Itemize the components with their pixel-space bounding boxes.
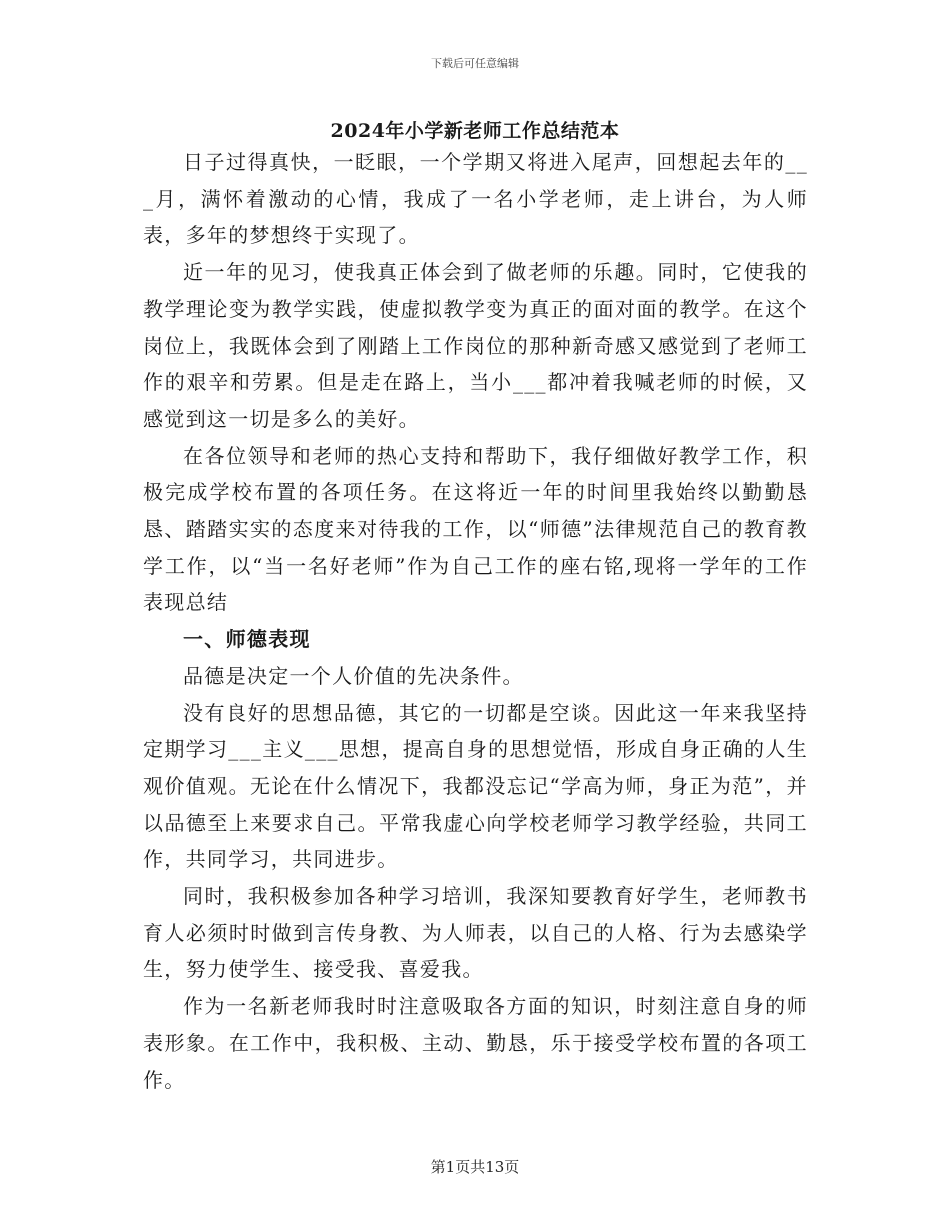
paragraph-internship: 近一年的见习，使我真正体会到了做老师的乐趣。同时，它使我的教学理论变为教学实践，使虚拟教学变为真正的面对面的教学。在这个岗位上，我既体会到了刚踏上工作岗位的那种新奇感又感觉到了老师工作的艰辛和劳累。但是走在路上，当小___都冲着我喊老师的时候，又感觉到这一切是多么的美好。 [143, 260, 808, 431]
paragraph-summary-intro: 在各位领导和老师的热心支持和帮助下，我仔细做好教学工作，积极完成学校布置的各项任务。在这将近一年的时间里我始终以勤勤恳恳、踏踏实实的态度来对待我的工作，以“师德”法律规范自己的教育教学工作，以“当一名好老师”作为自己工作的座右铭,现将一学年的工作表现总结 [143, 443, 808, 615]
paragraph-ethics-4: 作为一名新老师我时时注意吸取各方面的知识，时刻注意自身的师表形象。在工作中，我积极、主动、勤恳，乐于接受学校布置的各项工作。 [143, 994, 808, 1092]
paragraph-intro: 日子过得真快，一眨眼，一个学期又将进入尾声，回想起去年的___月，满怀着激动的心情，我成了一名小学老师，走上讲台，为人师表，多年的梦想终于实现了。 [143, 150, 808, 248]
paragraph-ethics-3: 同时，我积极参加各种学习培训，我深知要教育好学生，老师教书育人必须时时做到言传身教、为人师表，以自己的人格、行为去感染学生，努力使学生、接受我、喜爱我。 [143, 884, 808, 982]
paragraph-ethics-1: 品德是决定一个人价值的先决条件。 [183, 663, 524, 688]
section-heading-ethics: 一、师德表现 [183, 627, 311, 652]
page-number-footer: 第1页共13页 [430, 1158, 520, 1176]
paragraph-ethics-2: 没有良好的思想品德，其它的一切都是空谈。因此这一年来我坚持定期学习___主义___思想，提高自身的思想觉悟，形成自身正确的人生观价值观。无论在什么情况下，我都没忘记“学高为师，身正为范”，并以品德至上来要求自己。平常我虚心向学校老师学习教学经验，共同工作，共同学习，共同进步。 [143, 700, 808, 872]
document-title: 2024年小学新老师工作总结范本 [330, 120, 620, 142]
document-body [143, 144, 808, 1098]
header-note: 下载后可任意编辑 [431, 57, 519, 70]
